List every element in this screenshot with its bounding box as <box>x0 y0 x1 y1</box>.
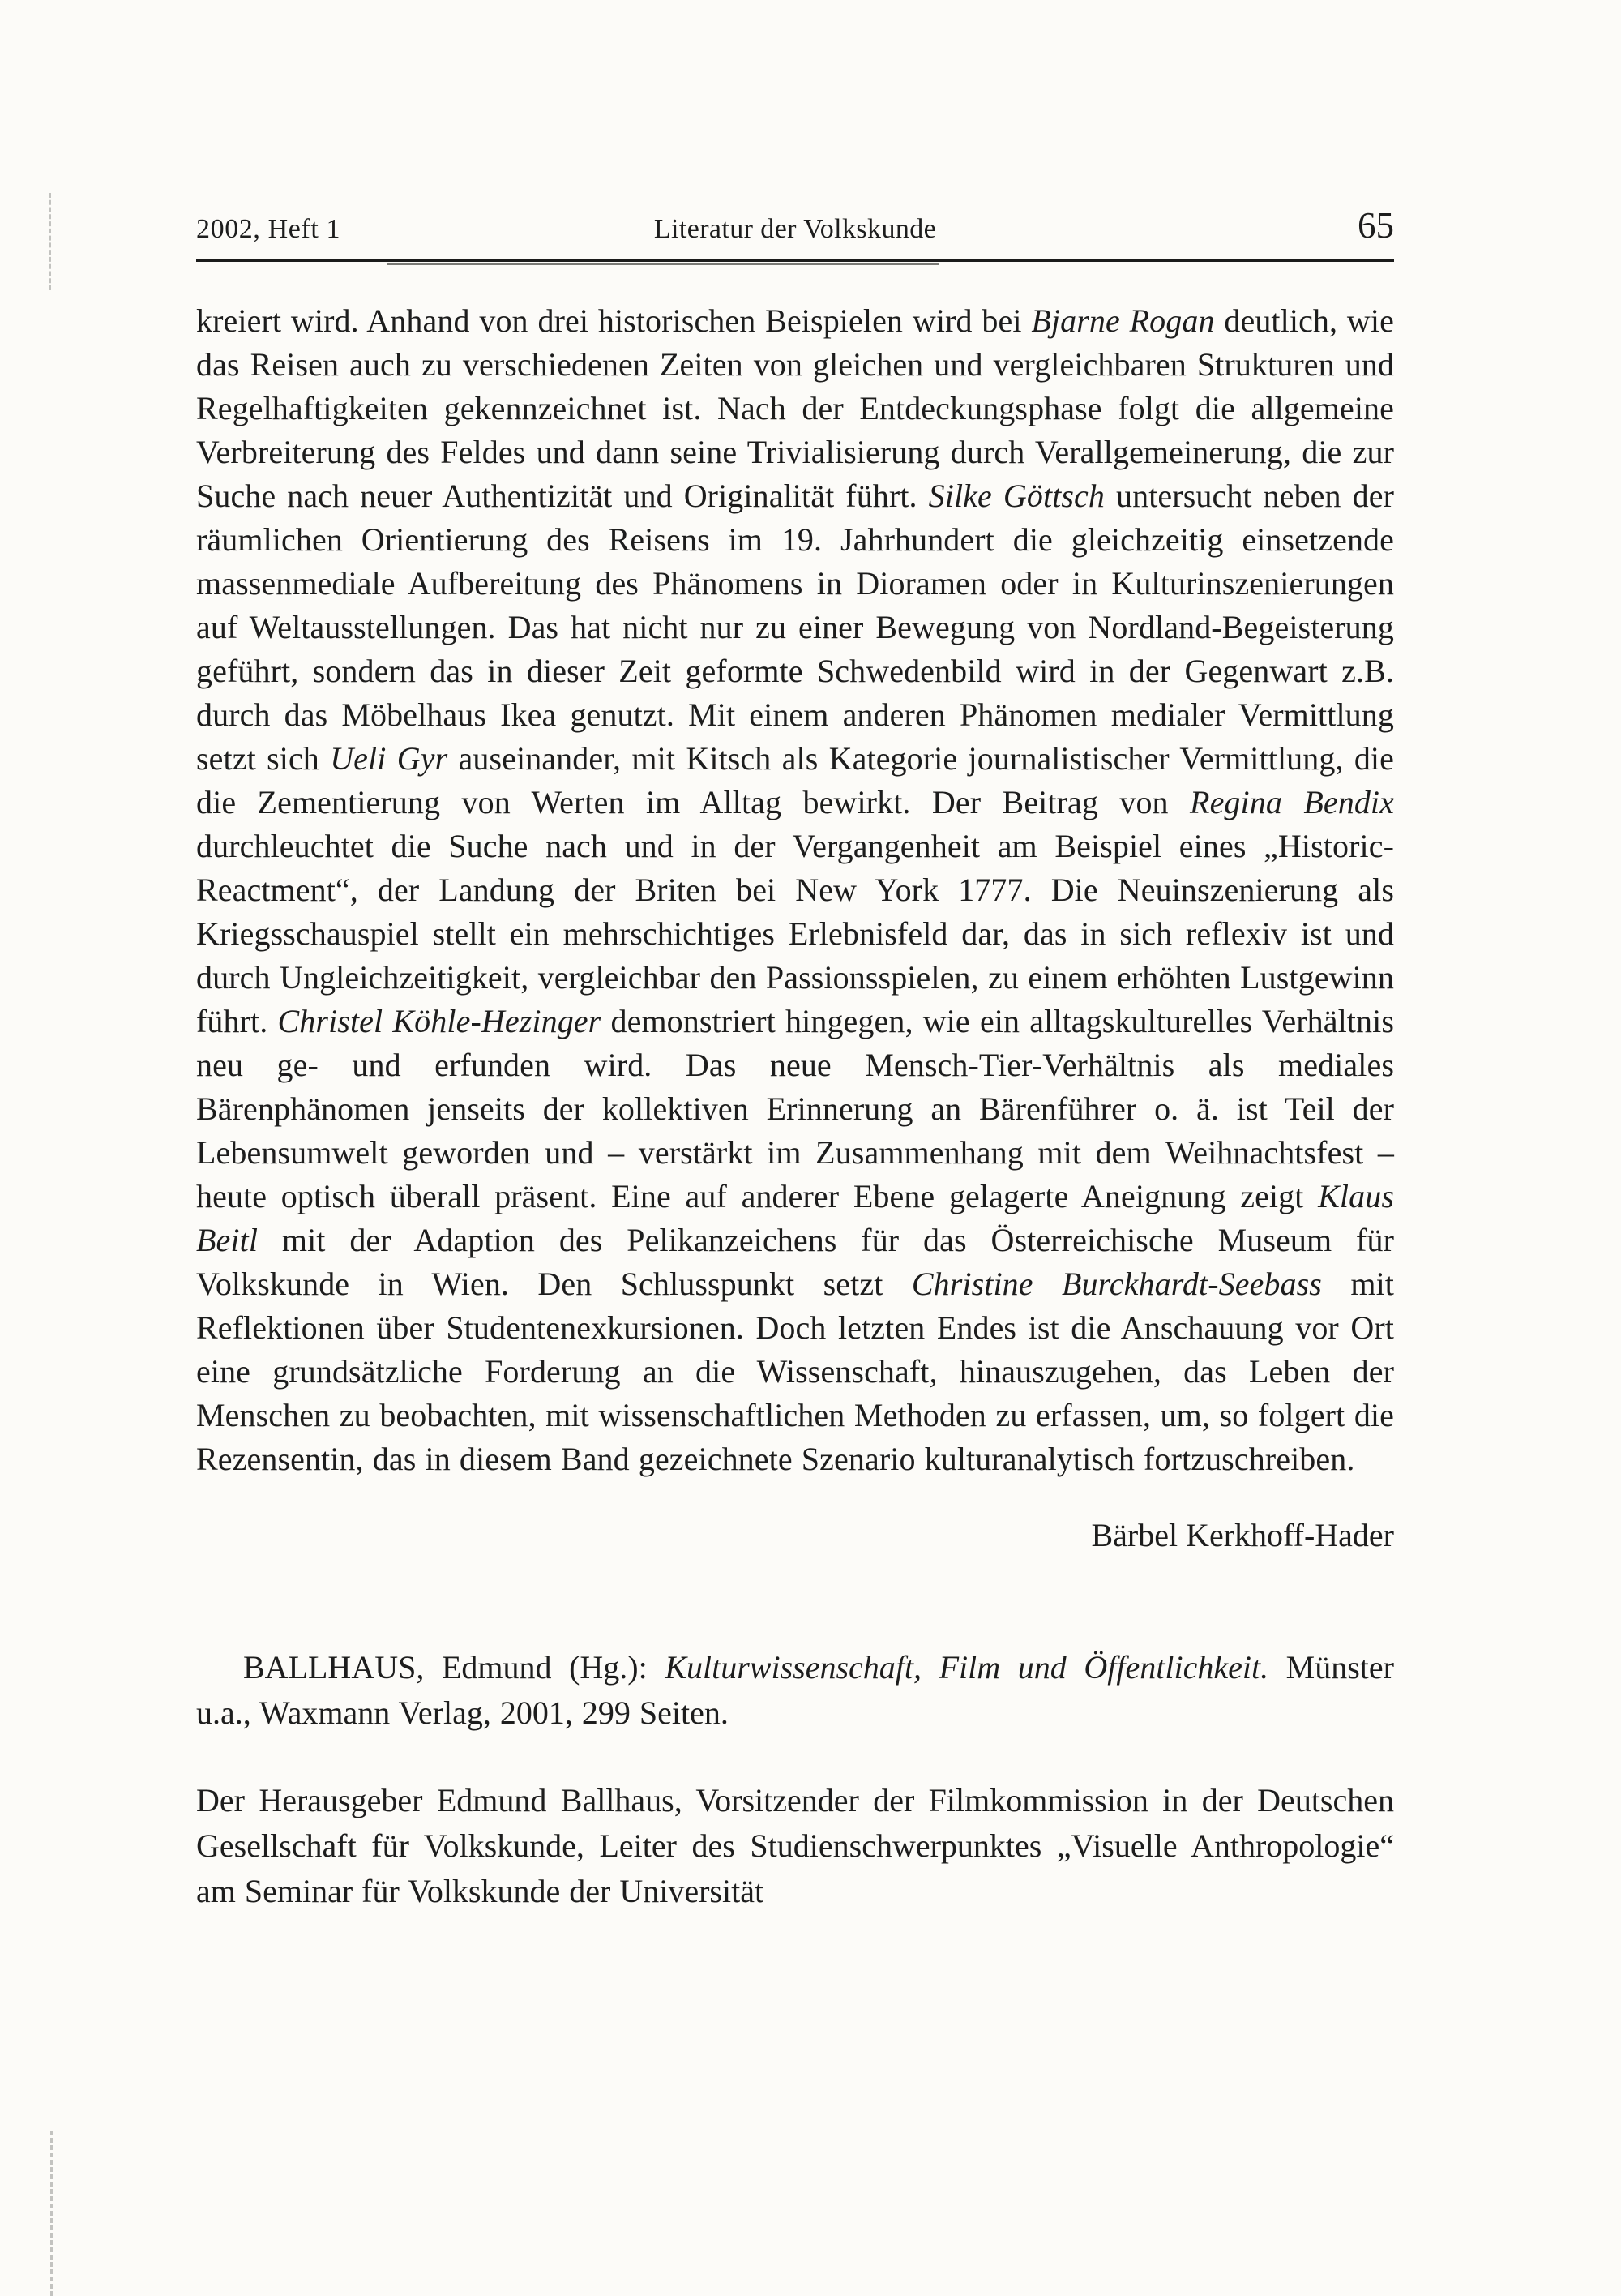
page-header <box>196 205 1394 247</box>
text-segment: mit Reflektionen über Studentenexkursionen. Doch letzten Endes ist die Anschauung vor Ort eine grundsätzliche Forderung an die Wissenschaft, hinauszugehen, das Leben der Menschen zu beobachten, mit wissenschaftlichen Methoden zu erfassen, um, so folgert die Rezensentin, das in diesem Band gezeichnete Szenario kulturanalytisch fortzuschreiben. <box>196 1266 1394 1477</box>
italic-name-segment: Silke Göttsch <box>928 478 1106 514</box>
header-rule <box>196 259 1394 262</box>
italic-name-segment: Christel Köhle-Hezinger <box>277 1003 601 1039</box>
scan-artifact-top-left <box>49 193 51 290</box>
page-content <box>196 205 1395 1947</box>
text-segment: mit der Adaption des Pelikanzeichens für das Österreichische Museum für Volkskunde in Wien. Den Schlusspunkt setzt <box>196 1222 1394 1302</box>
page-number: 65 <box>1358 205 1394 246</box>
italic-name-segment: Bjarne Rogan <box>1031 302 1215 339</box>
text-segment: demonstriert hingegen, wie ein alltagskulturelles Verhältnis neu ge- und erfunden wird. Das neue Mensch-Tier-Verhältnis als mediales Bärenphänomen jenseits der kollektiven Erinnerung an Bärenführer o. ä. ist Teil der Lebensumwelt geworden und – verstärkt im Zusammenhang mit dem Weihnachtsfest – heute optisch überall präsent. Eine auf anderer Ebene gelagerte Aneignung zeigt <box>196 1003 1394 1214</box>
italic-name-segment: Kulturwissenschaft, Film und Öffentlichkeit. <box>665 1649 1269 1686</box>
text-segment: auseinander, mit Kitsch als Kategorie journalistischer Vermittlung, die die Zementierung von Werten im Alltag bewirkt. Der Beitrag von <box>196 740 1395 820</box>
text-segment: Münster u.a., Waxmann Verlag, 2001, 299 Seiten. <box>196 1649 1394 1731</box>
italic-name-segment: Ueli Gyr <box>330 740 448 777</box>
review-opening-paragraph <box>196 1778 1394 1914</box>
book-citation-paragraph <box>196 1645 1394 1736</box>
scan-artifact-bottom-left <box>50 2131 53 2296</box>
text-segment: durchleuchtet die Suche nach und in der Vergangenheit am Beispiel eines „Historic-Reactment“, der Landung der Briten bei New York 1777. Die Neuinszenierung als Kriegsschauspiel stellt ein mehrschichtiges Erlebnisfeld dar, das in sich reflexiv ist und durch Ungleichzeitigkeit, vergleichbar den Passionsspielen, zu einem erhöhten Lustgewinn führt. <box>196 828 1394 1039</box>
issue-label: 2002, Heft 1 <box>196 214 341 244</box>
text-segment: deutlich, wie das Reisen auch zu verschiedenen Zeiten von gleichen und vergleichbaren Strukturen und Regelhaftigkeiten gekennzeichnet ist. Nach der Entdeckungsphase folgt die allgemeine Verbreiterung des Feldes und dann seine Trivialisierung durch Verallgemeinerung, die zur Suche nach neuer Authentizität und Originalität führt. <box>196 302 1394 514</box>
italic-name-segment: Christine Burckhardt-Seebass <box>911 1266 1322 1302</box>
reviewer-signature: Bärbel Kerkhoff-Hader <box>1091 1517 1394 1553</box>
text-segment: kreiert wird. Anhand von drei historischen Beispielen wird bei <box>196 302 1032 339</box>
header-rule-echo <box>387 263 939 265</box>
journal-title: Literatur der Volkskunde <box>653 214 937 244</box>
review-body-paragraph <box>196 299 1394 1481</box>
text-segment: untersucht neben der räumlichen Orientierung des Reisens im 19. Jahrhundert die gleichzeitig einsetzende massenmediale Aufbereitung des Phänomens in Dioramen oder in Kulturinszenierungen auf Weltausstellungen. Das hat nicht nur zu einer Bewegung von Nordland-Begeisterung geführt, sondern das in dieser Zeit geformte Schwedenbild wird in der Gegenwart z.B. durch das Möbelhaus Ikea genutzt. Mit einem anderen Phänomen medialer Vermittlung setzt sich <box>196 478 1395 777</box>
italic-name-segment: Klaus Beitl <box>196 1178 1394 1258</box>
italic-name-segment: Regina Bendix <box>1190 784 1394 820</box>
text-segment: Der Herausgeber Edmund Ballhaus, Vorsitzender der Filmkommission in der Deutschen Gesellschaft für Volkskunde, Leiter des Studienschwerpunktes „Visuelle Anthropologie“ am Seminar für Volkskunde der Universität <box>196 1782 1394 1909</box>
text-segment: BALLHAUS, Edmund (Hg.): <box>243 1649 665 1686</box>
